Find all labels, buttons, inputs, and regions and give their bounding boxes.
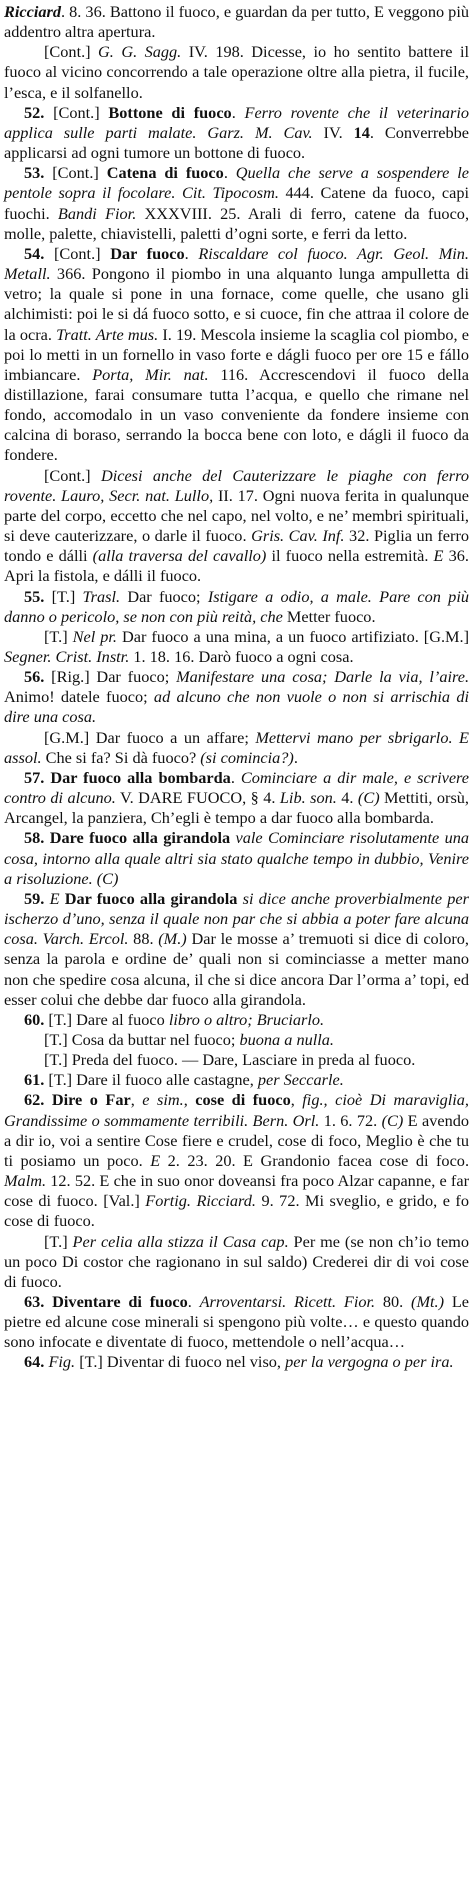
entry-text: 2. 23. 20. E Grandonio facea cose di foco.: [160, 1150, 470, 1170]
entry-text: [T.] Preda del fuoco. — Dare, Lasciare in preda al fuoco.: [44, 1050, 416, 1070]
bold-text: 64.: [24, 1352, 45, 1372]
entry-text: 1. 6. 72.: [319, 1110, 382, 1130]
entry-text: [T.]: [44, 586, 83, 606]
italic-text: Per celia alla stizza il Casa cap.: [72, 1231, 289, 1251]
dictionary-paragraph: [4, 1292, 469, 1352]
italic-text: Arroventarsi. Ricett. Fior.: [199, 1292, 376, 1311]
italic-text: per Seccarle.: [257, 1070, 344, 1090]
dictionary-paragraph: [4, 828, 469, 888]
italic-text: Tratt. Arte mus.: [56, 324, 159, 344]
entry-text: Animo! datele fuoco;: [4, 687, 154, 707]
dictionary-paragraph: [4, 889, 469, 1010]
bold-text: 54.: [24, 243, 45, 263]
dictionary-paragraph: [4, 667, 469, 727]
italic-text: Segner. Crist. Instr.: [4, 647, 130, 666]
dictionary-paragraph: [4, 627, 469, 667]
dictionary-paragraph: [4, 1050, 469, 1070]
entry-text: .: [187, 1292, 200, 1311]
dictionary-paragraph: [4, 587, 469, 627]
entry-text: .: [230, 767, 241, 787]
italic-text: (M.): [158, 929, 187, 949]
italic-text: Fig.: [48, 1352, 76, 1372]
italic-text: Malm.: [4, 1171, 47, 1191]
entry-text: [Cont.]: [44, 243, 111, 263]
italic-text: Riscaldare col fuoco. Agr. Geol. Min. Metall.: [4, 243, 469, 284]
italic-text: (C): [381, 1110, 404, 1130]
entry-text: 116. Accrescendovi il fuoco della distillazione, farai consumare tutta l’acqua, e quello che rimane nel fondo, accomodalo in un vaso conveniente da fondere insieme con calcina di boraso, serrando la bocca bene con loto, e dágli il fuoco da fondere.: [4, 364, 470, 465]
entry-text: Dar fuoco a una mina, a un fuoco artifiziato. [G.M.]: [117, 626, 469, 646]
italic-text: Porta, Mir. nat.: [92, 364, 209, 384]
bold-italic-text: Ricciard: [4, 2, 61, 21]
italic-text: Istigare a odio, a male. Pare con più danno o pericolo, se non con più reità, che: [4, 586, 469, 626]
bold-text: 58. Dare fuoco alla girandola: [24, 828, 231, 848]
italic-text: Mettervi mano per sbrigarlo. E assol.: [4, 727, 469, 767]
bold-text: Catena di fuoco: [106, 163, 224, 183]
dictionary-paragraph: [4, 1030, 469, 1050]
entry-text: ,: [183, 1090, 196, 1110]
italic-text: G. G. Sagg.: [98, 42, 182, 62]
italic-text: E: [49, 888, 60, 908]
italic-text: Nel pr.: [72, 626, 118, 646]
dictionary-page: [4, 2, 469, 1373]
italic-text: E: [433, 546, 444, 566]
dictionary-paragraph: [4, 1352, 469, 1372]
entry-text: 80.: [375, 1292, 412, 1311]
bold-text: 53.: [24, 163, 45, 183]
entry-text: [G.M.] Dar fuoco a un affare;: [44, 727, 256, 747]
italic-text: vale Cominciare risolutamente una cosa, intorno alla quale altri sia stato qualche tempo in dubbio, Venire a risoluzione. (C): [4, 828, 469, 888]
bold-text: 57. Dar fuoco alla bombarda: [24, 767, 231, 787]
entry-text: .: [223, 163, 236, 183]
entry-text: 36. Apri la fistola, e dálli il fuoco.: [4, 546, 469, 586]
dictionary-paragraph: [4, 42, 469, 102]
italic-text: libro o altro; Bruciarlo.: [168, 1009, 325, 1029]
entry-text: [T.] Cosa da buttar nel fuoco;: [44, 1029, 240, 1049]
entry-text: 1. 18. 16. Darò fuoco a ogni cosa.: [129, 647, 354, 666]
entry-text: I. 19. Mescola insieme la scaglia col piombo, e poi lo metti in un fornello in vaso forte e dágli fuoco per ore 15 e fállo imbiancare.: [4, 324, 469, 384]
entry-text: II. 17. Ogni nuova ferita in qualunque parte del corpo, eccetto che nel capo, nel volto, e ne’ membri spirituali, si deve cauterizzare, o darle il fuoco.: [4, 485, 470, 546]
entry-text: .: [231, 102, 245, 122]
bold-text: Bottone di fuoco: [108, 102, 232, 122]
dictionary-paragraph: [4, 1090, 469, 1231]
italic-text: fig., cioè Di maraviglia, Grandissime o sommamente terribili. Bern. Orl.: [4, 1090, 469, 1130]
italic-text: per la vergogna o per ira.: [285, 1352, 454, 1372]
entry-text: Dar le mosse a’ tremuoti si dice di coloro, senza la parola e ordine de’ quali non si cominciasse a metter mano non che spedire cosa alcuna, il che si dice ancora Dar l’orma a’ topi, ed esser colui che debbe dar fuoco alla girandola.: [4, 929, 469, 1009]
entry-text: 4.: [336, 788, 358, 808]
entry-text: [Cont.]: [44, 465, 101, 485]
italic-text: Trasl.: [82, 586, 121, 606]
entry-text: V. DARE FUOCO, § 4.: [115, 788, 280, 808]
entry-text: . Converrebbe applicarsi ad ogni tumore un bottone di fuoco.: [4, 122, 469, 163]
italic-text: Fortig. Ricciard.: [145, 1191, 256, 1211]
bold-text: 62. Dire o Far: [24, 1090, 131, 1110]
entry-text: 366. Pongono il piombo in una alquanto lunga ampulletta di vetro; la quale si pone in una fornace, come quelle, che usano gli alchimisti: poi le si dá fuoco sotto, e si cuoce, fin che attraa il colore de la ocra.: [4, 264, 469, 344]
entry-text: Che si fa? Si dà fuoco?: [41, 747, 201, 767]
dictionary-paragraph: [4, 1232, 469, 1292]
entry-text: ,: [130, 1090, 143, 1110]
italic-text: Quella che serve a sospendere le pentole sopra il focolare. Cit. Tipocosm.: [4, 163, 470, 203]
italic-text: e sim.: [142, 1090, 184, 1110]
dictionary-paragraph: [4, 768, 469, 828]
italic-text: Ferro rovente che il veterinario applica sulle parti malate. Garz. M. Cav.: [4, 102, 470, 142]
bold-text: 52.: [24, 102, 45, 122]
dictionary-paragraph: [4, 728, 469, 768]
entry-text: il fuoco nella estremità.: [266, 546, 434, 566]
entry-text: 9. 72. Mi sveglio, e grido, e fo cose di fuoco.: [4, 1191, 469, 1231]
italic-text: si dice anche proverbialmente per ischerzo d’uno, senza il quale non par che si abbia a poter fare alcuna cosa. Varch. Ercol.: [4, 888, 469, 949]
dictionary-paragraph: [4, 2, 469, 42]
entry-text: [Cont.]: [44, 102, 109, 122]
entry-text: [T.] Dare al fuoco: [44, 1009, 169, 1029]
entry-text: IV. 198. Dicesse, io ho sentito battere il fuoco al vicino concorrendo a tale operazione oltre alla pietra, il fucile, l’esca, e il solfanello.: [4, 42, 469, 102]
dictionary-paragraph: [4, 103, 469, 163]
entry-text: XXXVIII. 25. Arali di ferro, catene da fuoco, molle, palette, chiavistelli, paletti d’ogni sorte, e ferri da letto.: [4, 203, 470, 243]
entry-text: 444. Catene da fuoco, capi fuochi.: [4, 183, 469, 223]
entry-text: [Rig.] Dar fuoco;: [44, 667, 177, 687]
bold-text: Dar fuoco alla girandola: [64, 888, 238, 908]
entry-text: [T.] Dare il fuoco alle castagne,: [44, 1070, 258, 1090]
entry-text: [Cont.]: [44, 163, 107, 183]
entry-text: IV.: [312, 122, 354, 142]
italic-text: (Mt.): [411, 1292, 445, 1311]
bold-text: 14: [353, 122, 370, 142]
entry-text: .: [184, 243, 199, 263]
entry-text: [T.]: [44, 1231, 73, 1251]
bold-text: 55.: [24, 586, 45, 606]
entry-text: .: [293, 747, 298, 767]
italic-text: Gris. Cav. Inf.: [251, 526, 345, 546]
italic-text: l’aire.: [429, 667, 470, 687]
bold-text: 59.: [24, 888, 45, 908]
dictionary-paragraph: [4, 1070, 469, 1090]
entry-text: E avendo a dir io, voi a sentire Cose fiere e crudel, cose di foco, Meglio è che tu ti posiamo un poco.: [4, 1110, 469, 1170]
italic-text: Manifestare una cosa; Darle la via,: [176, 667, 423, 687]
italic-text: (si comincia?): [200, 747, 294, 767]
entry-text: ,: [290, 1090, 303, 1110]
entry-text: Metter fuoco.: [282, 606, 376, 626]
entry-text: 12. 52. E che in suo onor doveansi fra poco Alzar capanne, e far cose di fuoco. [Val.]: [4, 1171, 469, 1211]
bold-text: 60.: [24, 1009, 45, 1029]
bold-text: 56.: [24, 667, 45, 687]
entry-text: . 8. 36. Battono il fuoco, e guardan da per tutto, E veggono più addentro altra apertura.: [4, 2, 469, 42]
italic-text: ad alcuno che non vuole o non si arrischia di dire una cosa.: [4, 687, 469, 727]
italic-text: (alla traversa del cavallo): [92, 546, 267, 566]
italic-text: Cominciare a dir male, e scrivere contro di alcuno.: [4, 767, 470, 808]
entry-text: 88.: [128, 929, 159, 949]
entry-text: Dar fuoco;: [120, 586, 208, 606]
entry-text: [T.] Diventar di fuoco nel viso,: [75, 1352, 286, 1372]
dictionary-paragraph: [4, 244, 469, 466]
bold-text: 61.: [24, 1070, 45, 1090]
italic-text: Bandi Fior.: [57, 203, 137, 223]
dictionary-paragraph: [4, 466, 469, 587]
entry-text: [T.]: [44, 626, 73, 646]
entry-text: Per me (se non ch’io temo un poco Di costor che ragionano in sul saldo) Crederei dir di voi cose di fuoco.: [4, 1231, 469, 1291]
entry-text: 32. Piglia un ferro tondo e dálli: [4, 526, 470, 566]
entry-text: Le pietre ed alcune cose minerali si spengono più volte… e questo quando sono infocate e diventate di fuoco, mettendole o nell’acqua…: [4, 1292, 469, 1352]
italic-text: buona a nulla.: [239, 1029, 334, 1049]
italic-text: (C): [357, 788, 380, 808]
entry-text: Mettiti, orsù, Arcangel, la panziera, Ch’egli è tempo a dar fuoco alla bombarda.: [4, 788, 469, 828]
italic-text: Lib. son.: [279, 788, 337, 808]
italic-text: E: [150, 1150, 161, 1170]
italic-text: Dicesi anche del Cauterizzare le piaghe con ferro rovente. Lauro, Secr. nat. Lullo,: [4, 465, 469, 505]
bold-text: 63. Diventare di fuoco: [24, 1292, 188, 1311]
dictionary-paragraph: [4, 1010, 469, 1030]
bold-text: cose di fuoco: [195, 1090, 291, 1110]
entry-text: [Cont.]: [44, 42, 99, 62]
bold-text: Dar fuoco: [110, 243, 185, 263]
dictionary-paragraph: [4, 163, 469, 244]
